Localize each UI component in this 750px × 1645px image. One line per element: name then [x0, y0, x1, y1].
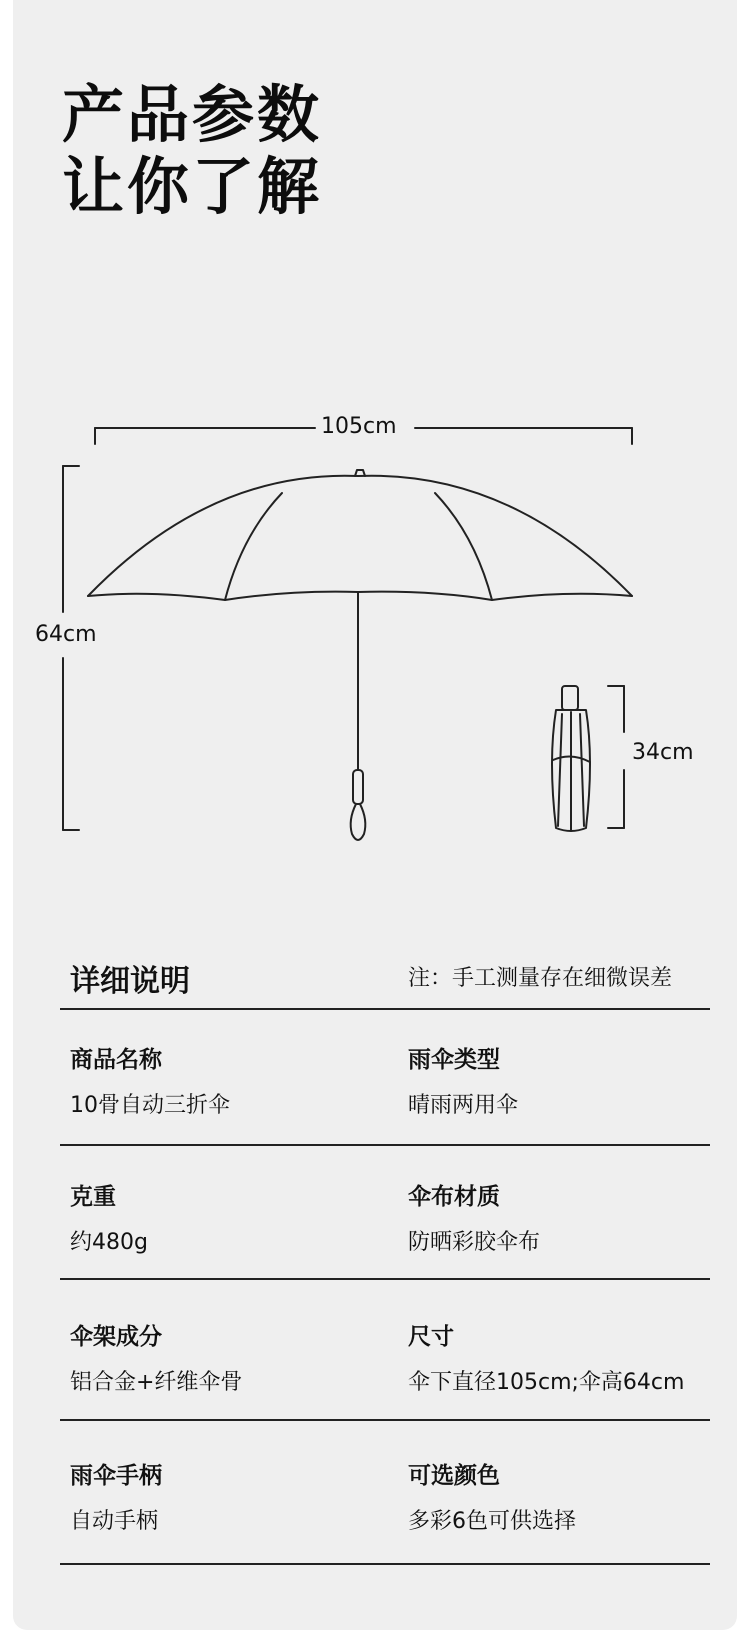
spec-value-name: 10骨自动三折伞 [70, 1093, 230, 1118]
divider [60, 1563, 710, 1565]
spec-value-type: 晴雨两用伞 [408, 1093, 519, 1118]
spec-label-type: 雨伞类型 [408, 1047, 500, 1073]
divider [60, 1278, 710, 1280]
spec-value-weight: 约480g [70, 1230, 148, 1255]
spec-label-weight: 克重 [70, 1184, 116, 1210]
spec-value-fabric: 防晒彩胶伞布 [408, 1230, 541, 1255]
spec-value-handle: 自动手柄 [70, 1509, 159, 1534]
spec-label-frame: 伞架成分 [70, 1324, 162, 1350]
folded-length-label: 34cm [632, 740, 694, 765]
spec-value-colors: 多彩6色可供选择 [408, 1509, 576, 1534]
details-title: 详细说明 [70, 964, 190, 999]
divider [60, 1008, 710, 1010]
spec-label-colors: 可选颜色 [408, 1463, 500, 1489]
headline-line-1: 产品参数 [62, 78, 323, 151]
spec-label-fabric: 伞布材质 [408, 1184, 500, 1210]
open-umbrella-icon [88, 470, 632, 840]
folded-umbrella-icon [552, 686, 590, 831]
spec-label-name: 商品名称 [70, 1047, 162, 1073]
headline-line-2: 让你了解 [62, 150, 323, 223]
spec-value-frame: 铝合金+纤维伞骨 [70, 1370, 243, 1395]
spec-label-size: 尺寸 [408, 1324, 454, 1350]
width-dimension-label: 105cm [321, 414, 397, 439]
height-dimension-label: 64cm [35, 622, 97, 647]
divider [60, 1419, 710, 1421]
spec-value-size: 伞下直径105cm;伞高64cm [408, 1370, 685, 1395]
spec-label-handle: 雨伞手柄 [70, 1463, 162, 1489]
divider [60, 1144, 710, 1146]
measurement-note: 注：手工测量存在细微误差 [408, 966, 673, 991]
